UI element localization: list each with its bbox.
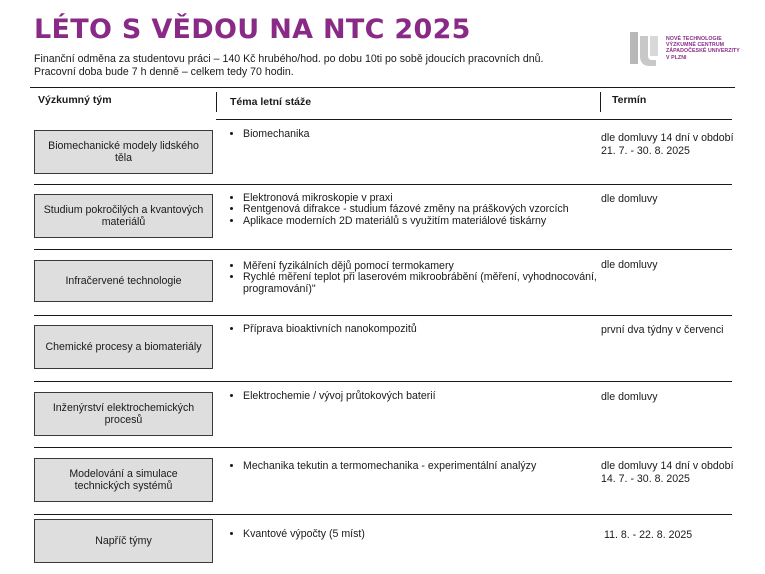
logo-text bbox=[666, 36, 756, 61]
header-divider bbox=[216, 92, 217, 112]
term-text: dle domluvy bbox=[601, 193, 658, 205]
table-top-rule bbox=[30, 87, 735, 88]
term-text: dle domluvy bbox=[601, 391, 658, 403]
team-box: Infračervené technologie bbox=[34, 260, 213, 302]
team-box: Inženýrství elektrochemických procesů bbox=[34, 392, 213, 436]
team-box: Modelování a simulace technických systémů bbox=[34, 458, 213, 502]
topic-item: • Elektrochemie / vývoj průtokových baterií bbox=[243, 391, 613, 402]
row-rule bbox=[34, 184, 732, 185]
logo-line: V PLZNI bbox=[666, 54, 687, 61]
term-text: první dva týdny v červenci bbox=[601, 324, 724, 336]
logo-line: NOVÉ TECHNOLOGIE bbox=[666, 36, 722, 42]
row-rule bbox=[216, 119, 732, 120]
intro-text bbox=[34, 53, 624, 79]
term-text: 11. 8. - 22. 8. 2025 bbox=[604, 529, 693, 541]
logo-line: VÝZKUMNÉ CENTRUM bbox=[666, 42, 725, 49]
topic-item: • Měření fyzikálních dějů pomocí termokamery bbox=[243, 261, 613, 272]
topic-list bbox=[230, 391, 613, 402]
logo-mark-icon bbox=[628, 30, 662, 70]
header-divider bbox=[600, 92, 601, 112]
topic-item: • Mechanika tekutin a termomechanika - experimentální analýzy bbox=[243, 461, 613, 472]
topic-list bbox=[230, 261, 613, 295]
term-text: dle domluvy 14 dní v období 21. 7. - 30. 8. 2025 bbox=[601, 132, 734, 157]
topic-list bbox=[230, 324, 613, 335]
topic-item: • Biomechanika bbox=[243, 129, 613, 140]
row-rule bbox=[34, 447, 732, 448]
header-term: Termín bbox=[612, 94, 647, 106]
team-box: Chemické procesy a biomateriály bbox=[34, 325, 213, 369]
term-text: dle domluvy bbox=[601, 259, 658, 271]
topic-list bbox=[230, 129, 613, 140]
topic-list bbox=[230, 529, 613, 540]
row-rule bbox=[34, 381, 732, 382]
row-rule bbox=[34, 249, 732, 250]
topic-item: • Rychlé měření teplot při laserovém mikroobrábění (měření, vyhodnocování, programování)" bbox=[243, 272, 613, 295]
ntc-logo bbox=[628, 30, 748, 70]
team-box: Napříč týmy bbox=[34, 519, 213, 563]
header-team: Výzkumný tým bbox=[38, 94, 112, 106]
topic-item: • Elektronová mikroskopie v praxi bbox=[243, 193, 613, 204]
topic-item: • Kvantové výpočty (5 míst) bbox=[243, 529, 613, 540]
intro-line-1: Finanční odměna za studentovu práci – 140 Kč hrubého/hod. po dobu 10ti po sobě jdoucích pracovních dnů. bbox=[34, 53, 544, 65]
team-box: Studium pokročilých a kvantových materiálů bbox=[34, 194, 213, 238]
logo-line: ZÁPADOČESKÉ UNIVERZITY bbox=[666, 48, 740, 55]
topic-item: • Aplikace moderních 2D materiálů s využitím materiálové tiskárny bbox=[243, 216, 613, 227]
row-rule bbox=[34, 315, 732, 316]
topic-item: • Rentgenová difrakce - studium fázové změny na práškových vzorcích bbox=[243, 204, 613, 215]
topic-list bbox=[230, 193, 613, 227]
row-rule bbox=[34, 514, 732, 515]
header-topic: Téma letní stáže bbox=[230, 96, 312, 108]
page-title: LÉTO S VĚDOU NA NTC 2025 bbox=[34, 14, 471, 45]
term-text: dle domluvy 14 dní v období 14. 7. - 30. 8. 2025 bbox=[601, 460, 734, 485]
intro-line-2: Pracovní doba bude 7 h denně – celkem tedy 70 hodin. bbox=[34, 66, 294, 78]
topic-list bbox=[230, 461, 613, 472]
team-box: Biomechanické modely lidského těla bbox=[34, 130, 213, 174]
topic-item: • Příprava bioaktivních nanokompozitů bbox=[243, 324, 613, 335]
